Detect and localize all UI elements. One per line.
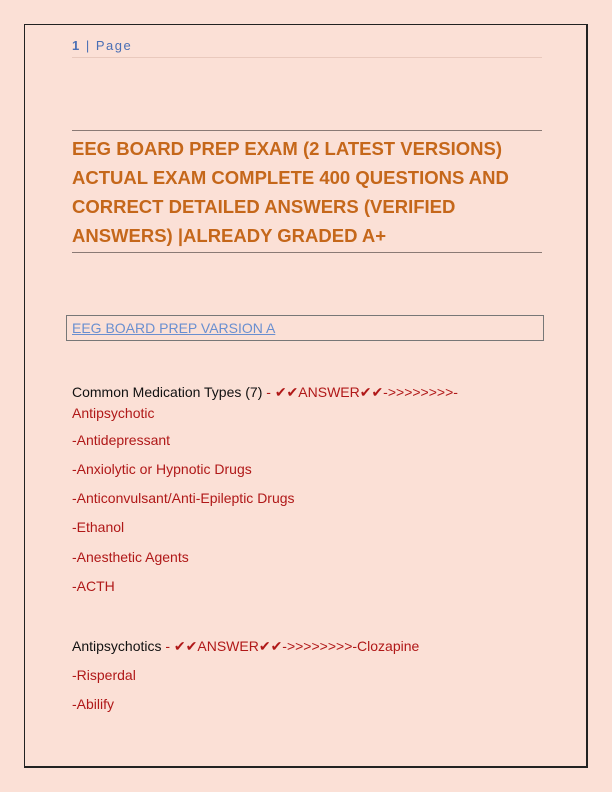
qa-item xyxy=(72,382,542,424)
qa-item xyxy=(72,638,542,655)
answer-line: -Abilify xyxy=(72,696,115,712)
title-block xyxy=(72,130,542,253)
answer-line: -Risperdal xyxy=(72,667,136,683)
question-text: Antipsychotics xyxy=(72,638,162,654)
answer-line: -Anxiolytic or Hypnotic Drugs xyxy=(72,461,252,477)
answer-line: -Anticonvulsant/Anti-Epileptic Drugs xyxy=(72,490,295,506)
page-separator: | xyxy=(85,38,91,53)
answer-line: -Antidepressant xyxy=(72,432,171,448)
answer-line: -ACTH xyxy=(72,578,115,594)
answer-line: -Ethanol xyxy=(72,519,125,535)
answer-text: Antipsychotic xyxy=(72,405,155,421)
section-box xyxy=(66,315,544,341)
section-link[interactable]: EEG BOARD PREP VARSION A xyxy=(72,320,276,336)
answer-marker: - ✔✔ANSWER✔✔->>>>>>>>- xyxy=(161,638,358,654)
document-title: EEG BOARD PREP EXAM (2 LATEST VERSIONS) ACTUAL EXAM COMPLETE 400 QUESTIONS AND CORRECT DETAILED ANSWERS (VERIFIED ANSWERS) |ALREADY GRADED A+ xyxy=(72,138,509,246)
answer-line: -Anesthetic Agents xyxy=(72,549,189,565)
answer-text: Clozapine xyxy=(357,638,420,654)
page-word: Page xyxy=(95,38,133,53)
question-text: Common Medication Types (7) xyxy=(72,384,263,400)
page-header xyxy=(72,38,542,58)
answer-marker: - ✔✔ANSWER✔✔->>>>>>>>- xyxy=(262,384,458,400)
page-number: 1 xyxy=(72,38,81,53)
